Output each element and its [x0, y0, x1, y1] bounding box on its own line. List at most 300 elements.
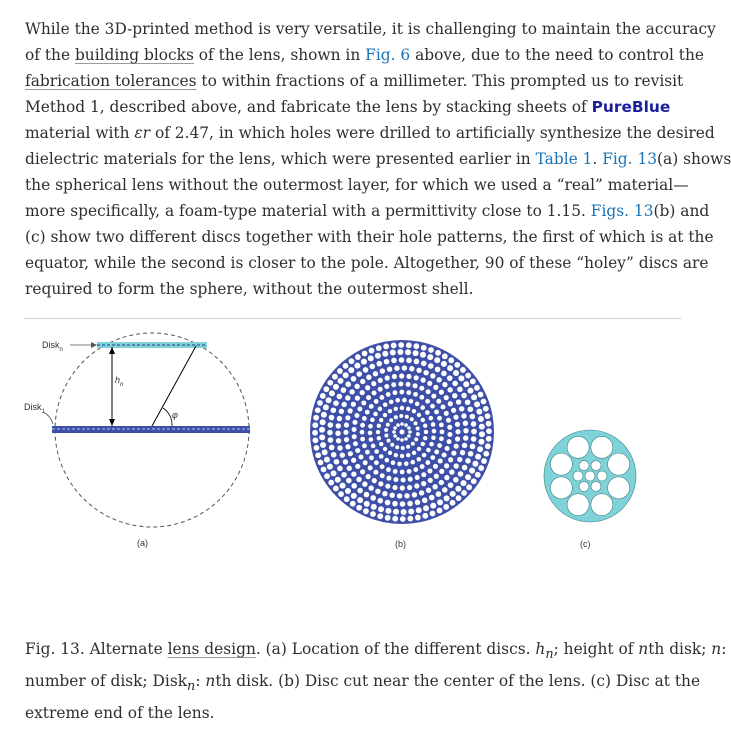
hole — [360, 469, 365, 474]
hole — [454, 444, 459, 449]
hole — [354, 384, 359, 389]
hole — [351, 493, 357, 499]
hole — [389, 400, 394, 405]
hole — [400, 430, 405, 435]
hole — [378, 378, 383, 383]
hole — [471, 421, 477, 427]
hole — [434, 449, 439, 454]
hole — [470, 379, 476, 385]
hole — [420, 405, 425, 410]
hole — [417, 447, 421, 451]
hole — [400, 485, 405, 490]
hole — [370, 511, 376, 517]
hole — [444, 495, 450, 501]
hole — [463, 428, 468, 433]
hole — [407, 469, 412, 474]
hole — [467, 388, 473, 394]
hole — [478, 416, 484, 422]
hole — [432, 429, 437, 434]
text: ; height of — [553, 640, 639, 658]
panel-c-label: (c) — [580, 539, 591, 549]
hole — [386, 423, 390, 427]
figure-caption — [25, 636, 727, 726]
link-figs-13[interactable]: Figs. 13 — [590, 202, 654, 220]
hole — [384, 433, 388, 437]
hole — [351, 376, 357, 382]
h-label: $h_n$ — [115, 375, 124, 388]
hole — [455, 422, 460, 427]
hole — [474, 385, 480, 391]
hole — [431, 394, 436, 399]
hole — [439, 469, 444, 474]
hole — [478, 392, 484, 398]
hole — [404, 493, 409, 498]
hole — [452, 381, 458, 387]
hole — [392, 485, 397, 490]
hole — [414, 483, 419, 488]
hole — [465, 474, 471, 480]
divider — [24, 318, 681, 319]
hole — [444, 475, 449, 480]
hole — [323, 386, 329, 392]
hole — [462, 443, 467, 448]
para-line-1: While the 3D-printed method is very versatile, it is challenging to maintain the accuracy — [25, 20, 716, 38]
hole — [439, 480, 444, 485]
hole — [439, 436, 444, 441]
hole — [362, 443, 367, 448]
hole — [351, 471, 356, 476]
hole — [320, 393, 326, 399]
panel-b-label: (b) — [395, 539, 406, 549]
hole — [417, 413, 421, 417]
text: of the — [25, 46, 75, 64]
text: more specifically, a foam-type material with a permittivity close to 1.15. — [25, 202, 591, 220]
text: of the lens, shown in — [193, 46, 366, 64]
hole — [447, 387, 452, 392]
link-lens-design[interactable]: lens design — [167, 640, 256, 658]
hole — [597, 471, 607, 481]
text: : — [721, 640, 727, 658]
hole — [448, 401, 453, 406]
hole — [341, 472, 347, 478]
hole — [391, 382, 396, 387]
hole — [457, 457, 462, 462]
hole — [386, 392, 391, 397]
hole — [358, 454, 363, 459]
hole — [395, 445, 399, 449]
hole — [485, 413, 491, 419]
hole — [385, 458, 390, 463]
hole — [550, 453, 572, 475]
hole — [422, 498, 428, 504]
hole — [448, 482, 454, 488]
hole — [431, 422, 436, 427]
para-line-10: equator, while the second is closer to the pole. Altogether, 90 of these “holey” discs are — [25, 254, 709, 272]
hole — [608, 453, 630, 475]
hole — [416, 432, 420, 436]
hole — [437, 499, 443, 505]
text: th disk; — [648, 640, 712, 658]
hole — [393, 477, 398, 482]
hole — [434, 409, 439, 414]
hole — [591, 436, 613, 458]
hole — [454, 362, 460, 368]
hole — [387, 439, 391, 443]
hole — [360, 379, 365, 384]
hole — [400, 501, 406, 507]
hole — [463, 435, 468, 440]
text: (a) shows — [657, 150, 731, 168]
hole — [404, 437, 408, 441]
hole — [400, 438, 404, 442]
hole — [406, 374, 411, 379]
hole — [373, 412, 378, 417]
hole — [416, 507, 422, 513]
hole — [421, 345, 427, 351]
hole — [438, 459, 443, 464]
hole — [483, 451, 489, 457]
hole — [406, 390, 411, 395]
hole — [447, 432, 452, 437]
hole — [378, 407, 383, 412]
hole — [372, 390, 377, 395]
hole — [364, 492, 370, 498]
hole — [348, 408, 353, 413]
hole — [422, 513, 428, 519]
hole — [444, 463, 449, 468]
hole — [380, 464, 385, 469]
hole — [421, 361, 427, 367]
hole — [362, 416, 367, 421]
hole — [407, 426, 411, 430]
hole — [364, 501, 370, 507]
hole — [429, 442, 434, 447]
hole — [465, 373, 471, 379]
hole — [436, 399, 441, 404]
hole — [327, 464, 333, 470]
hole — [389, 418, 393, 422]
para-line-4 — [25, 94, 677, 120]
hole — [406, 358, 412, 364]
hole — [410, 417, 414, 421]
hole — [408, 477, 413, 482]
hole — [460, 450, 465, 455]
hole — [414, 359, 420, 365]
hole — [384, 359, 390, 365]
hole — [421, 481, 426, 486]
hole — [392, 374, 397, 379]
hole — [344, 437, 349, 442]
hole — [430, 511, 436, 517]
hole — [442, 382, 447, 387]
text: n — [711, 640, 722, 658]
epsilon-r-symbol: εr — [134, 124, 151, 142]
hole — [410, 460, 415, 465]
hole — [463, 421, 468, 426]
link-fabrication-tolerances[interactable]: fabrication tolerances — [25, 72, 197, 90]
hole — [405, 349, 411, 355]
para-line-2 — [25, 42, 705, 68]
hole — [385, 484, 390, 489]
hole — [407, 485, 412, 490]
text: (b) and — [653, 202, 710, 220]
hole — [348, 451, 353, 456]
hole — [393, 390, 398, 395]
hole — [455, 429, 460, 434]
hole — [402, 365, 407, 370]
hole — [465, 399, 471, 405]
hole — [393, 434, 397, 438]
hole — [375, 353, 381, 359]
hole — [585, 471, 595, 481]
hole — [425, 410, 430, 415]
hole — [376, 345, 382, 351]
hole — [419, 490, 424, 495]
hole — [345, 381, 351, 387]
hole — [400, 516, 406, 522]
hole — [388, 409, 392, 413]
hole — [479, 424, 485, 430]
hole — [360, 437, 365, 442]
link-pureblue[interactable]: PureBlue — [591, 98, 671, 116]
hole — [430, 503, 436, 509]
hole — [371, 504, 377, 510]
hole — [355, 464, 360, 469]
hole — [346, 478, 352, 484]
hole — [394, 407, 398, 411]
hole — [479, 431, 485, 437]
hole — [457, 386, 463, 392]
hole — [441, 405, 446, 410]
disc-b-holes — [312, 342, 492, 522]
hole — [397, 462, 402, 467]
hole — [459, 406, 464, 411]
hole — [371, 381, 376, 386]
hole — [369, 437, 374, 442]
hole — [414, 375, 419, 380]
hole — [437, 416, 442, 421]
hole — [413, 383, 418, 388]
hole — [345, 415, 350, 420]
hole — [434, 357, 440, 363]
hole — [361, 400, 366, 405]
hole — [475, 472, 481, 478]
hole — [425, 399, 430, 404]
hole — [391, 460, 396, 465]
hole — [420, 352, 426, 358]
hole — [421, 442, 425, 446]
hole — [439, 390, 444, 395]
hole — [409, 399, 414, 404]
hole — [425, 460, 430, 465]
hole — [385, 500, 391, 506]
hole — [315, 452, 321, 458]
hole — [394, 415, 398, 419]
hole — [443, 504, 449, 510]
hole — [452, 393, 457, 398]
hole — [342, 402, 347, 407]
hole — [394, 453, 398, 457]
hole — [336, 438, 341, 443]
hole — [400, 470, 405, 475]
hole — [365, 385, 370, 390]
hole — [337, 416, 342, 421]
hole — [340, 452, 345, 457]
hole — [433, 385, 438, 390]
link-fig-6[interactable]: Fig. 6 — [365, 46, 411, 64]
hole — [404, 461, 409, 466]
hole — [461, 393, 467, 399]
hole — [351, 402, 356, 407]
text: material with — [25, 124, 135, 142]
hole — [591, 494, 613, 516]
hole — [447, 425, 452, 430]
hole — [413, 421, 417, 425]
hole — [408, 508, 414, 514]
hole — [437, 443, 442, 448]
hole — [380, 473, 385, 478]
hole — [429, 495, 435, 501]
hole — [366, 375, 371, 380]
hole — [340, 483, 346, 489]
hole — [415, 402, 420, 407]
hole — [465, 458, 471, 464]
hole — [337, 394, 343, 400]
hole — [399, 414, 403, 418]
hole — [328, 480, 334, 486]
hole — [326, 397, 332, 403]
link-table-1[interactable]: Table 1 — [535, 150, 593, 168]
hole — [345, 444, 350, 449]
link-fig-13[interactable]: Fig. 13 — [602, 150, 658, 168]
hole — [343, 430, 348, 435]
hole — [327, 380, 333, 386]
hole — [407, 516, 413, 522]
disk-n-label: Disk$_n$ — [42, 340, 63, 353]
hole — [368, 465, 373, 470]
hole — [377, 436, 381, 440]
hole — [471, 429, 477, 435]
hole — [400, 406, 404, 410]
hole — [357, 488, 363, 494]
hole — [377, 513, 383, 519]
hole — [376, 430, 380, 434]
hole — [435, 367, 441, 373]
hole — [429, 416, 434, 421]
hole — [363, 508, 369, 514]
hole — [390, 493, 395, 498]
hole — [369, 455, 374, 460]
hole — [329, 415, 335, 421]
hole — [337, 368, 343, 374]
panel-c-disc — [544, 430, 636, 549]
hole — [396, 437, 400, 441]
hole — [398, 342, 404, 348]
hole — [390, 350, 396, 356]
hole — [378, 387, 383, 392]
hole — [378, 481, 383, 486]
hole — [406, 407, 410, 411]
hole — [433, 464, 438, 469]
text: n — [205, 672, 216, 691]
caption-line-3: extreme end of the lens. — [25, 704, 215, 723]
hole — [343, 459, 348, 464]
hole — [356, 371, 362, 377]
hole — [579, 461, 589, 471]
hole — [451, 451, 456, 456]
hole — [401, 446, 405, 450]
hole — [392, 430, 396, 434]
text: h — [535, 640, 546, 658]
hole — [400, 422, 404, 426]
hole — [456, 399, 461, 404]
hole — [399, 390, 404, 395]
hole — [354, 413, 359, 418]
hole — [386, 467, 391, 472]
hole — [423, 436, 427, 440]
hole — [348, 367, 354, 373]
text: n — [545, 647, 554, 663]
hole — [468, 451, 474, 457]
hole — [337, 445, 342, 450]
hole — [481, 399, 487, 405]
hole — [392, 501, 398, 507]
disk-n-pointer-head — [91, 342, 97, 348]
hole — [363, 367, 369, 373]
hole — [608, 477, 630, 499]
hole — [341, 387, 347, 393]
hole — [427, 381, 432, 386]
hole — [328, 437, 334, 443]
hole — [481, 458, 487, 464]
hole — [448, 457, 453, 462]
hole — [415, 515, 421, 521]
text: Fig. 13. Alternate — [25, 640, 168, 658]
hole — [439, 423, 444, 428]
hole — [413, 467, 418, 472]
hole — [327, 430, 333, 436]
hole — [471, 436, 477, 442]
hole — [436, 491, 442, 497]
hole — [399, 357, 405, 363]
hole — [573, 471, 583, 481]
hole — [319, 427, 325, 433]
hole — [352, 434, 357, 439]
hole — [456, 495, 462, 501]
hole — [486, 428, 492, 434]
hole — [444, 411, 449, 416]
hole — [387, 367, 392, 372]
text: to within fractions of a millimeter. This prompted us to revisit — [196, 72, 684, 90]
hole — [486, 436, 492, 442]
hole — [486, 421, 492, 427]
hole — [413, 350, 419, 356]
link-building-blocks[interactable]: building blocks — [74, 46, 194, 64]
hole — [317, 400, 323, 406]
hole — [349, 389, 354, 394]
hole — [360, 423, 365, 428]
hole — [455, 436, 460, 441]
hole — [447, 439, 452, 444]
hole — [461, 490, 467, 496]
hole — [370, 495, 376, 501]
hole — [475, 454, 481, 460]
para-line-9: (c) show two different discs together with their hole patterns, the first of which is at the — [25, 228, 714, 246]
text: . (a) Location of the different discs. — [255, 640, 536, 658]
hole — [383, 402, 388, 407]
hole — [460, 480, 466, 486]
hole — [379, 395, 384, 400]
